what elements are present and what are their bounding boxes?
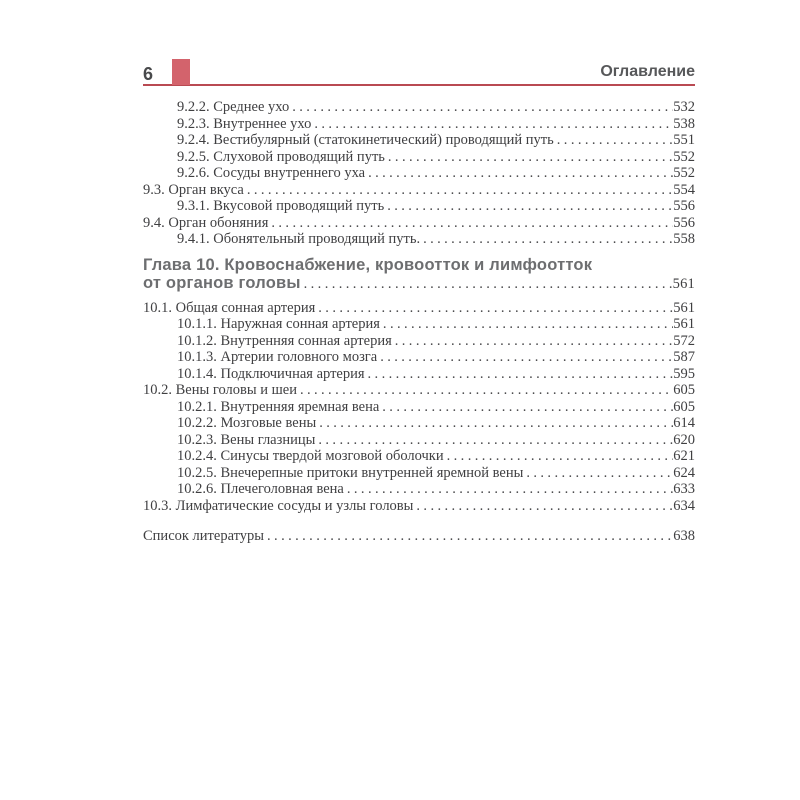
toc-entry [143,316,695,333]
toc-entry-label: 9.2.2. Среднее ухо [177,99,290,115]
page-header [143,57,695,86]
dot-leader [423,231,673,248]
toc-entry-page: 552 [673,165,695,181]
toc-entry [143,165,695,182]
toc-entry-page: 624 [673,464,695,481]
toc-entry-label: 10.2.2. Мозговые вены [177,415,317,431]
toc-entry-page: 561 [672,276,695,292]
toc-entry [143,215,695,232]
toc-entry-label: 10.1. Общая сонная артерия [143,299,316,316]
toc-entry-page: 614 [673,415,695,431]
dot-leader [526,465,673,482]
dot-leader [387,198,673,215]
dot-leader [347,481,673,498]
toc-entry [143,116,695,133]
toc-entry-label: 10.1.3. Артерии головного мозга [177,349,378,365]
page-number: 6 [143,64,154,84]
toc-entry-page: 605 [673,398,695,415]
toc-entry-label: 9.2.5. Слуховой проводящий путь [177,148,385,165]
toc-entry-page: 638 [673,528,695,544]
red-tab-marker [172,59,190,85]
toc-entry-label: 9.3.1. Вкусовой проводящий путь [177,198,385,214]
toc-entry-page: 558 [673,231,695,247]
page-content [143,57,695,545]
toc-entry [143,349,695,366]
toc-entry-page: 538 [673,115,695,132]
toc-entry [143,498,695,515]
dot-leader [318,300,673,317]
toc-entry [143,415,695,432]
toc-entry-page: 551 [673,132,695,148]
toc-entry-page: 587 [673,349,695,365]
dot-leader [368,366,674,383]
dot-leader [395,333,674,350]
toc-entry-page: 552 [673,148,695,165]
toc-chapter-heading [143,256,695,294]
toc-entry-label: 10.3. Лимфатические сосуды и узлы головы [143,497,414,514]
chapter-title-line2: от органов головы [143,274,301,292]
toc-entry-page: 554 [673,181,695,198]
dot-leader [388,149,673,166]
dot-leader [416,498,673,515]
toc-entry-label: 10.2.4. Синусы твердой мозговой оболочки [177,448,444,464]
toc-entry [143,182,695,199]
toc-entry-page: 532 [673,99,695,115]
dot-leader [368,165,673,182]
dot-leader [557,132,673,149]
toc-entry [143,300,695,317]
toc-entry-label: 10.1.1. Наружная сонная артерия [177,316,380,332]
toc-list [143,99,695,545]
toc-entry-label: 9.2.3. Внутреннее ухо [177,115,312,132]
dot-leader [271,215,673,232]
toc-entry-label: 9.4.1. Обонятельный проводящий путь. [177,231,421,247]
toc-entry-label: 9.3. Орган вкуса [143,181,244,198]
dot-leader [267,528,673,545]
dot-leader [247,182,673,199]
toc-entry [143,231,695,248]
dot-leader [318,432,673,449]
toc-entry-page: 561 [673,316,695,332]
toc-entry-page: 561 [673,299,695,316]
toc-entry-label: 10.1.4. Подключичная артерия [177,365,365,382]
toc-entry [143,465,695,482]
toc-entry-label: 9.2.6. Сосуды внутреннего уха [177,165,366,181]
toc-entry-page: 633 [673,481,695,497]
toc-entry [143,382,695,399]
dot-leader [300,382,673,399]
toc-entry-page: 572 [673,332,695,349]
dot-leader [380,349,673,366]
toc-entry-page: 634 [673,497,695,514]
chapter-title-line1: Глава 10. Кровоснабжение, кровоотток и лимфоотток [143,255,593,274]
running-title: Оглавление [600,63,695,80]
toc-entry-label: 10.2.3. Вены глазницы [177,431,316,448]
dot-leader [292,99,673,116]
toc-entry-label: 9.4. Орган обоняния [143,214,269,231]
toc-entry-label: 10.1.2. Внутренняя сонная артерия [177,332,392,349]
toc-entry-label: 10.2.1. Внутренняя яремная вена [177,398,380,415]
dot-leader [304,275,673,294]
dot-leader [314,116,673,133]
toc-entry [143,481,695,498]
dot-leader [447,448,674,465]
toc-entry-page: 621 [673,448,695,464]
dot-leader [383,316,673,333]
toc-entry-page: 556 [673,214,695,231]
toc-entry-label: 10.2.6. Плечеголовная вена [177,481,344,497]
toc-entry [143,333,695,350]
dot-leader [319,415,673,432]
toc-entry-page: 605 [673,382,695,398]
toc-entry [143,448,695,465]
toc-entry [143,399,695,416]
toc-entry [143,198,695,215]
toc-entry [143,528,695,545]
toc-entry [143,132,695,149]
toc-entry [143,432,695,449]
toc-entry-page: 595 [673,365,695,382]
toc-entry [143,149,695,166]
chapter-title-line2-row [143,274,695,294]
toc-entry-page: 620 [673,431,695,448]
toc-entry-label: 10.2. Вены головы и шеи [143,382,297,398]
toc-entry-label: 10.2.5. Внечерепные притоки внутренней яремной вены [177,464,524,481]
toc-entry-label: Список литературы [143,528,265,544]
toc-entry-page: 556 [673,198,695,214]
toc-entry [143,99,695,116]
dot-leader [382,399,673,416]
toc-entry-label: 9.2.4. Вестибулярный (статокинетический) проводящий путь [177,132,554,148]
toc-entry [143,366,695,383]
